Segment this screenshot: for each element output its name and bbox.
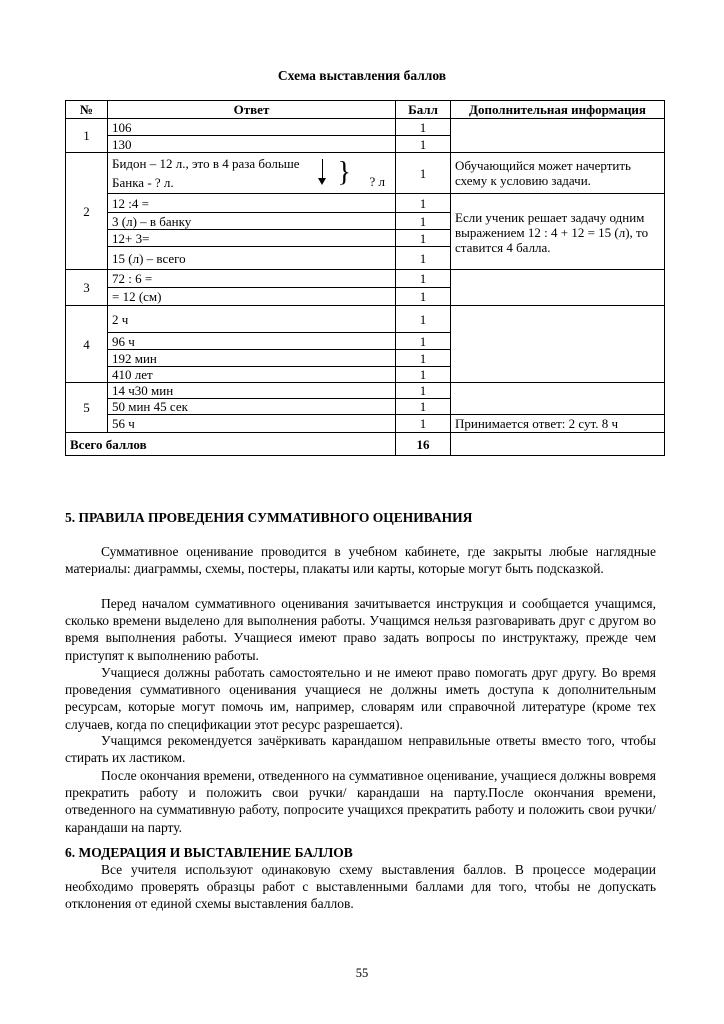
answer-cell: 3 (л) – в банку bbox=[108, 213, 396, 230]
info-cell: Обучающийся может начертить схему к условию задачи. bbox=[451, 153, 665, 194]
points-cell: 1 bbox=[396, 270, 451, 288]
points-cell: 1 bbox=[396, 399, 451, 415]
section-6-paragraph-1: Все учителя используют одинаковую схему выставления баллов. В процессе модерации необходимо проверять образцы работ с выставленными баллами для того, чтобы не допускать отклонения от единой схемы выставления баллов. bbox=[65, 862, 656, 912]
info-cell: Если ученик решает задачу одним выражением 12 : 4 + 12 = 15 (л), то ставится 4 балла. bbox=[451, 194, 665, 270]
info-cell bbox=[451, 270, 665, 306]
total-label: Всего баллов bbox=[66, 433, 396, 456]
table-row bbox=[66, 383, 665, 399]
section-5-paragraph-5: После окончания времени, отведенного на суммативное оценивание, учащиеся должны вовремя прекратить работу и положить свои ручки/ карандаши на парту.После окончания времени, отведенного на суммативную работу, попросите учащихся прекратить работу и положить свои ручки/ карандаши на парту. bbox=[65, 768, 656, 835]
points-cell: 1 bbox=[396, 194, 451, 213]
answer-cell: 106 bbox=[108, 119, 396, 136]
answer-cell: 72 : 6 = bbox=[108, 270, 396, 288]
points-cell: 1 bbox=[396, 367, 451, 383]
answer-line: Банка - ? л. bbox=[112, 175, 174, 190]
table-row bbox=[66, 415, 665, 433]
points-cell: 1 bbox=[396, 350, 451, 367]
info-cell: Принимается ответ: 2 сут. 8 ч bbox=[451, 415, 665, 433]
points-cell: 1 bbox=[396, 383, 451, 399]
total-points: 16 bbox=[396, 433, 451, 456]
section-6-heading: 6. МОДЕРАЦИЯ И ВЫСТАВЛЕНИЕ БАЛЛОВ bbox=[65, 845, 353, 860]
answer-cell: 2 ч bbox=[108, 306, 396, 333]
points-cell: 1 bbox=[396, 213, 451, 230]
answer-question-mark: ? л bbox=[369, 174, 385, 189]
answer-cell: 130 bbox=[108, 136, 396, 153]
points-cell: 1 bbox=[396, 288, 451, 306]
task-number: 3 bbox=[66, 270, 108, 306]
answer-cell: 410 лет bbox=[108, 367, 396, 383]
answer-cell: 12 :4 = bbox=[108, 194, 396, 213]
points-cell: 1 bbox=[396, 230, 451, 247]
points-cell: 1 bbox=[396, 306, 451, 333]
points-cell: 1 bbox=[396, 247, 451, 270]
answer-cell: 56 ч bbox=[108, 415, 396, 433]
info-cell bbox=[451, 306, 665, 383]
section-5-heading: 5. ПРАВИЛА ПРОВЕДЕНИЯ СУММАТИВНОГО ОЦЕНИВАНИЯ bbox=[65, 510, 473, 525]
scoring-table bbox=[65, 100, 665, 456]
task-number: 5 bbox=[66, 383, 108, 433]
brace-icon: } bbox=[337, 157, 351, 188]
points-cell: 1 bbox=[396, 333, 451, 350]
header-num: № bbox=[66, 101, 108, 119]
page-title: Схема выставления баллов bbox=[277, 68, 447, 83]
table-row bbox=[66, 119, 665, 136]
table-row bbox=[66, 153, 665, 194]
section-5-paragraph-1: Суммативное оценивание проводится в учебном кабинете, где закрыты любые наглядные материалы: диаграммы, схемы, постеры, плакаты или карты, которые могут быть подсказкой. bbox=[65, 544, 656, 577]
info-cell bbox=[451, 383, 665, 415]
answer-cell: 192 мин bbox=[108, 350, 396, 367]
task-number: 1 bbox=[66, 119, 108, 153]
points-cell: 1 bbox=[396, 415, 451, 433]
section-5-paragraph-3: Учащиеся должны работать самостоятельно и не имеют право помогать друг другу. Во время проведения суммативного оценивания учащиеся не должны иметь доступа к дополнительным ресурсам, которые могут помочь им, например, словарям или справочной литературе (кроме тех случаев, когда по спецификации этот ресурс разрешается). bbox=[65, 665, 656, 732]
points-cell: 1 bbox=[396, 119, 451, 136]
total-row bbox=[66, 433, 665, 456]
page-number: 55 bbox=[355, 966, 369, 980]
answer-cell: 96 ч bbox=[108, 333, 396, 350]
points-cell: 1 bbox=[396, 153, 451, 194]
answer-cell bbox=[108, 153, 396, 194]
header-points: Балл bbox=[396, 101, 451, 119]
answer-cell: 14 ч30 мин bbox=[108, 383, 396, 399]
answer-cell: = 12 (см) bbox=[108, 288, 396, 306]
info-cell bbox=[451, 433, 665, 456]
table-row bbox=[66, 194, 665, 213]
answer-cell: 15 (л) – всего bbox=[108, 247, 396, 270]
answer-cell: 12+ 3= bbox=[108, 230, 396, 247]
header-answer: Ответ bbox=[108, 101, 396, 119]
table-row bbox=[66, 270, 665, 288]
header-info: Дополнительная информация bbox=[451, 101, 665, 119]
info-cell bbox=[451, 119, 665, 153]
table-header-row bbox=[66, 101, 665, 119]
answer-cell: 50 мин 45 сек bbox=[108, 399, 396, 415]
section-5-paragraph-2: Перед началом суммативного оценивания зачитывается инструкция и сообщается учащимся, сколько времени выделено для выполнения работы. Учащимся нельзя разговаривать друг с другом во время выполнения работы. Учащиеся имеют право задать вопросы по инструктажу, прежде чем приступят к выполнению работы. bbox=[65, 596, 656, 663]
down-arrow-icon bbox=[322, 159, 323, 183]
table-row bbox=[66, 306, 665, 333]
section-5-paragraph-4: Учащимся рекомендуется зачёркивать карандашом неправильные ответы вместо того, чтобы стирать их ластиком. bbox=[65, 733, 656, 766]
answer-line: Бидон – 12 л., это в 4 раза больше bbox=[112, 156, 300, 171]
task-number: 4 bbox=[66, 306, 108, 383]
points-cell: 1 bbox=[396, 136, 451, 153]
task-number: 2 bbox=[66, 153, 108, 270]
